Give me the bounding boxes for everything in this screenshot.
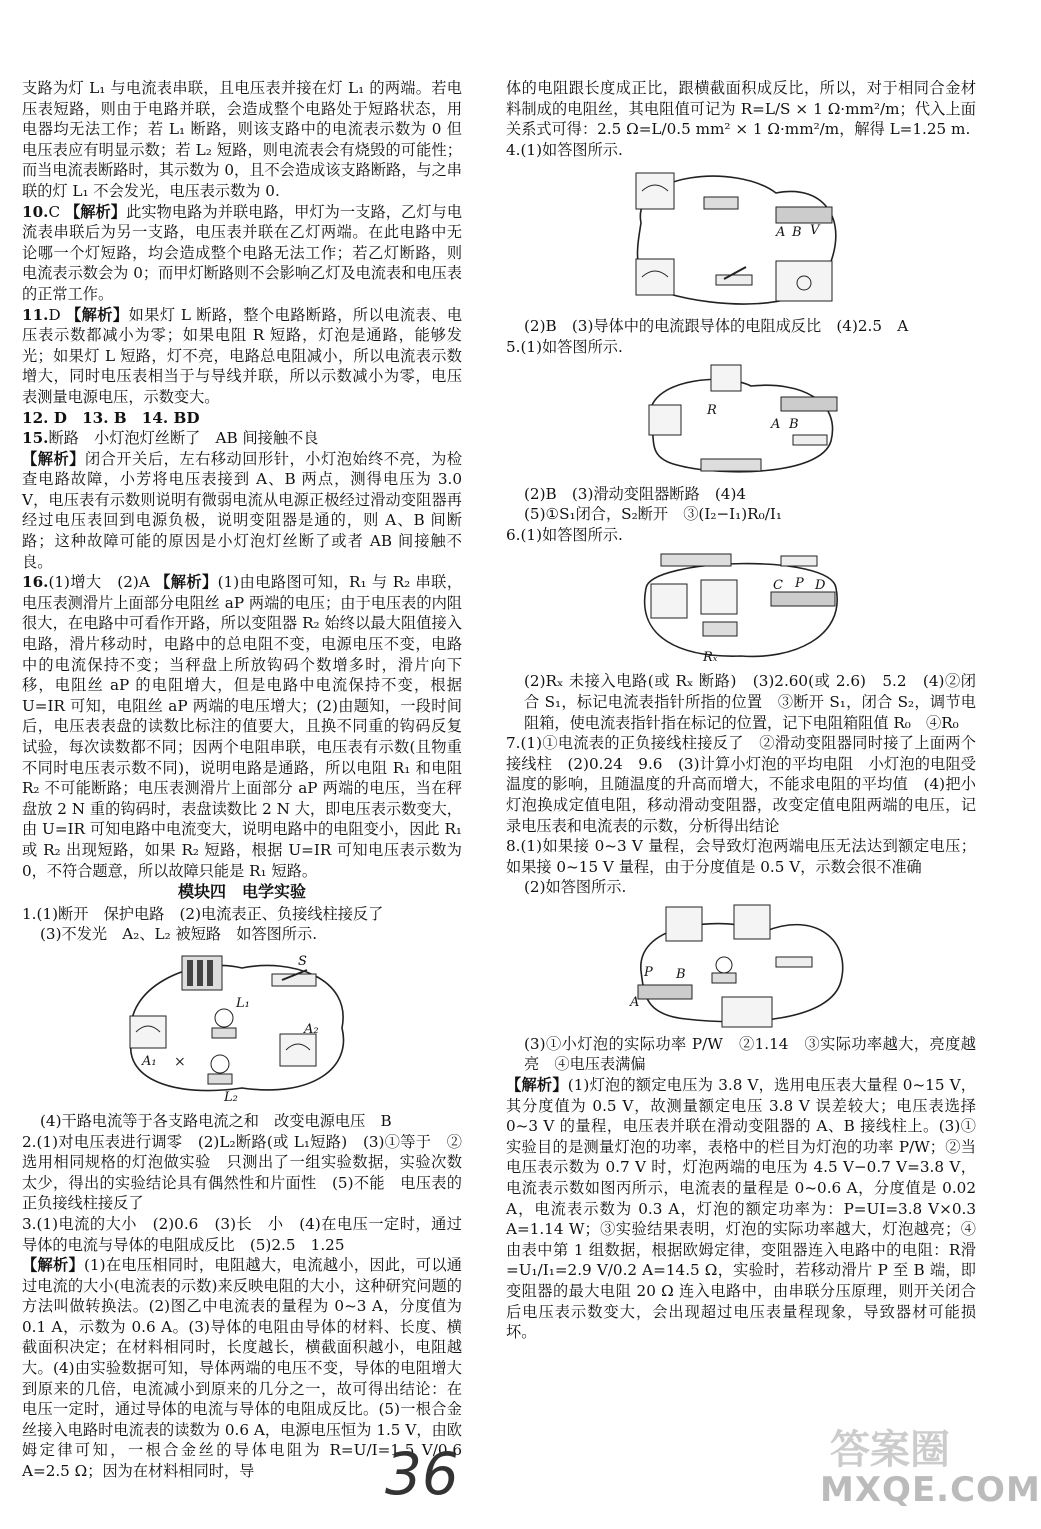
right-column [506, 78, 976, 1343]
circuit-drawing-1 [112, 948, 372, 1108]
fig4-label-v: V [810, 223, 820, 239]
exp1-line3: (4)干路电流等于各支路电流之和 改变电源电压 B [40, 1111, 392, 1130]
circuit-drawing-6 [631, 548, 851, 668]
circuit-figure-8 [626, 901, 856, 1031]
fig5-label-a: A [771, 416, 781, 432]
watermark: MXQE.COM [820, 1470, 1041, 1510]
fig6-label-p: P [795, 576, 804, 592]
q10-analysis: 此实物电路为并联电路，甲灯为一支路，乙灯与电流表串联后为另一支路，电压表并联在乙灯两端。在此电路中无论哪一个灯短路，均会造成整个电路无法工作；若乙灯断路，则电流表示数会为 0；而甲灯断路则不会影响乙灯及电流表和电压表的正常工作。 [22, 202, 463, 303]
q15-analysis-tag: 【解析】 [22, 449, 85, 468]
exp4-line1: 4.(1)如答图所示. [506, 140, 623, 159]
fig6-label-d: D [815, 578, 826, 594]
questions-12-14: 12. D 13. B 14. BD [22, 408, 200, 427]
left-top-paragraph: 支路为灯 L₁ 与电流表串联，且电压表并接在灯 L₁ 的两端。若电压表短路，则由于电路并联，会造成整个电路处于短路状态，用电器均无法工作；若 L₁ 断路，则该支路中的电流表示数为 0 但电压表应有明显示数；若 L₂ 短路，则电流表会有烧毁的可能性；而当电流表断路时，其示数为 0，且不会造成该支路断路，与之串联的灯 L₁ 不会发光，电压表示数为 0. [22, 79, 462, 200]
circuit-drawing-5 [631, 361, 851, 481]
q16-answer: (1)增大 (2)A [48, 573, 150, 592]
circuit-drawing-8 [626, 901, 856, 1031]
exp8-line2: (2)如答图所示. [524, 878, 627, 897]
fig8-label-a: A [630, 994, 640, 1010]
watermark-top: 答案圈 [830, 1427, 950, 1473]
question-10 [22, 202, 462, 305]
fig1-label-a2: A₂ [304, 1021, 319, 1037]
exp8-text: 8.(1)如果接 0~3 V 量程，会导致灯泡两端电压无法达到额定电压；如果接 0~15 V 量程，由于分度值是 0.5 V，示数会很不准确 [506, 837, 976, 876]
exp8-line3: (3)①小灯泡的实际功率 P/W ②1.14 ③实际功率越大，亮度越亮 ④电压表满偏 [524, 1034, 976, 1074]
q11-analysis: 如果灯 L 断路，整个电路断路，所以电流表、电压表示数都减小为零；如果电阻 R 短路，灯泡是通路，能够发光；如果灯 L 短路，灯不亮，电路总电阻减小，所以电流表示数增大，同时电压表相当于与导线并联，所以示数减小为零，电压表测量电源电压，示数变大。 [22, 305, 463, 406]
page-number: 36 [385, 1440, 459, 1508]
exp2-text: 2.(1)对电压表进行调零 (2)L₂断路(或 L₁短路) (3)①等于 ②选用相同规格的灯泡做实验 只测出了一组实验数据，实验次数太少，得出的实验结论具有偶然性和片面性 (5)不能 电压表的正负接线柱接反了 [22, 1132, 462, 1213]
exp8-analysis [506, 1075, 976, 1343]
exp5-line2: (2)B (3)滑动变阻器断路 (4)4 [524, 484, 747, 503]
fig1-label-l1: L₁ [236, 995, 250, 1011]
circuit-figure-6 [631, 548, 851, 668]
question-16 [22, 572, 462, 881]
q10-answer: C [48, 202, 61, 221]
q15-analysis: 闭合开关后，左右移动回形针，小灯泡始终不亮，为检查电路故障，小芳将电压表接到 A、B 两点，测得电压为 3.0 V，电压表有示数则说明有微弱电流从电源正极经过滑动变阻器再经过电压表回到电源负极，说明变阻器是通的，则 A、B 间断路；这种故障可能的原因是小灯泡灯丝断了或者 AB 间接触不良。 [22, 449, 463, 571]
fig6-label-rx: Rₓ [703, 650, 718, 666]
module-heading: 模块四 电学实验 [177, 882, 306, 902]
fig5-label-r: R [707, 402, 717, 418]
q16-number: 16. [22, 573, 49, 592]
exp3-analysis-tag: 【解析】 [22, 1256, 84, 1275]
fig4-label-b: B [792, 225, 802, 241]
exp3-text: 3.(1)电流的大小 (2)0.6 (3)长 小 (4)在电压一定时，通过导体的电流与导体的电阻成反比 (5)2.5 1.25 [22, 1214, 462, 1254]
right-top-paragraph: 体的电阻跟长度成正比，跟横截面积成反比，所以，对于相同合金材料制成的电阻丝，其电阻值可记为 R=L/S × 1 Ω·mm²/m；代入上面关系式可得：2.5 Ω=L/0.5 mm² × 1 Ω·mm²/m，解得 L=1.25 m. [506, 79, 976, 139]
fig1-label-l2: L₂ [224, 1089, 238, 1105]
exp8-analysis-text: (1)灯泡的额定电压为 3.8 V，选用电压表大量程 0~15 V，其分度值为 0.5 V，故测量额定电压 3.8 V 误差较大；电压表选择 0~3 V 的量程，电压表并联在滑动变阻器的 A、B 接线柱上。(3)①实验目的是测量灯泡的功率，表格中的栏目为灯泡的功率 P/W；②当电压表示数为 0.7 V 时，灯泡两端的电压为 4.5 V−0.7 V=3.8 V，电流表示数如图丙所示，电流表的量程是 0~0.6 A，分度值是 0.02 A，电流表示数为 0.3 A，灯泡的额定功率为：P=UI=3.8 V×0.3 A=1.14 W；③实验结果表明，灯泡的实际功率越大，灯泡越亮；④由表中第 1 组数据，根据欧姆定律，变阻器连入电路中的电阻：R滑=U₁/I₁=2.9 V/0.2 A=14.5 Ω，实验时，若移动滑片 P 至 B 端，即变阻器的最大电阻 20 Ω 连入电路中，由串联分压原理，则开关闭合后电压表示数变大，会出现超过电压表量程现象，导致器材可能损坏。 [506, 1076, 976, 1342]
q11-answer: D [48, 305, 61, 324]
circuit-figure-1 [112, 948, 372, 1108]
fig8-label-b: B [676, 966, 686, 982]
exp6-text: (2)Rₓ 未接入电路(或 Rₓ 断路) (3)2.60(或 2.6) 5.2 (4)②闭合 S₁，标记电流表指针所指的位置 ③断开 S₁，闭合 S₂，调节电阻箱，使电流表指针指在标记的位置，记下电阻箱阻值 R₀ ④R₀ [524, 672, 976, 732]
q16-analysis: (1)由电路图可知，R₁ 与 R₂ 串联，电压表测滑片上面部分电阻丝 aP 两端的电压；由于电压表的内阻很大，在电路中可看作开路，所以变阻器 R₂ 始终以最大阻值接入电路，滑片移动时，电路中的总电阻不变，电源电压不变，电路中的电流保持不变；当秤盘上所放钩码个数增多时，滑片向下移，电阻丝 aP 的电阻增大，但是电路中电流保持不变，根据 U=IR 可知，电阻丝 aP 两端的电压增大；(2)由题知，一段时间后，电压表表盘的读数比标注的值要大，且换不同重的钩码反复试验，每次读数都不同；因两个电阻串联，电压表有示数(且物重不同时电压表示数不同)，说明电路是通路，所以电阻 R₁ 和电阻 R₂ 不可能断路；电压表测滑片上面部分 aP 两端的电压，当在秤盘放 2 N 重的钩码时，表盘读数比 2 N 大，即电压表示数变大，由 U=IR 可知电路中电流变大，说明电路中的电阻变小，因此 R₁ 或 R₂ 出现短路，如果 R₂ 短路，根据 U=IR 可知电压表示数为 0，不符合题意，所以故障只能是 R₁ 短路。 [22, 573, 463, 880]
exp3-analysis-text: (1)在电压相同时，电阻越大，电流越小，因此，可以通过电流的大小(电流表的示数)来反映电阻的大小，这种研究问题的方法叫做转换法。(2)图乙中电流表的量程为 0~3 A，分度值为 0.1 A，示数为 0.6 A。(3)导体的电阻由导体的材料、长度、横截面积决定；在材料相同时，长度越长，横截面积越小，电阻越大。(4)由实验数据可知，导体两端的电压不变，导体的电阻增大到原来的几倍，电流减小到原来的几分之一，故可得出结论：在电压一定时，通过导体的电流与导体的电阻成反比。(5)一根合金丝接入电路时电流表的读数为 0.6 A，电源电压恒为 1.5 V，由欧姆定律可知，一根合金丝的导体电阻为 R=U/I=1.5 V/0.6 A=2.5 Ω；因为在材料相同时，导 [22, 1256, 462, 1481]
fig1-label-s: S [298, 953, 307, 969]
q11-analysis-tag: 【解析】 [65, 305, 129, 324]
fig8-label-p: P [644, 964, 653, 980]
fig6-label-c: C [773, 578, 783, 594]
q15-number: 15. [22, 429, 49, 448]
q10-analysis-tag: 【解析】 [64, 202, 127, 221]
circuit-drawing-4 [626, 163, 856, 313]
fig4-label-a: A [776, 225, 786, 241]
q16-analysis-tag: 【解析】 [155, 573, 218, 592]
exp5-line1: 5.(1)如答图所示. [506, 337, 623, 356]
exp5-line3: (5)①S₁闭合，S₂断开 ③(I₂−I₁)R₀/I₁ [524, 505, 782, 524]
q15-answer: 断路 小灯泡灯丝断了 AB 间接触不良 [48, 429, 319, 448]
exp1-line1: 1.(1)断开 保护电路 (2)电流表正、负接线柱接反了 [22, 904, 384, 923]
q11-number: 11. [22, 305, 49, 324]
circuit-figure-5 [631, 361, 851, 481]
fig1-label-a1: A₁ [142, 1053, 157, 1069]
question-11 [22, 305, 462, 408]
svg-text:×: × [174, 1053, 186, 1070]
left-column [22, 78, 462, 1482]
exp6-line1: 6.(1)如答图所示. [506, 525, 623, 544]
exp4-line2: (2)B (3)导体中的电流跟导体的电阻成反比 (4)2.5 A [524, 317, 909, 336]
q10-number: 10. [22, 202, 49, 221]
fig5-label-b: B [789, 416, 799, 432]
exp7-text: 7.(1)①电流表的正负接线柱接反了 ②滑动变阻器同时接了上面两个接线柱 (2)0.24 9.6 (3)计算小灯泡的平均电阻 小灯泡的电阻受温度的影响，且随温度的升高而增大，不能求电阻的平均值 (4)把小灯泡换成定值电阻，移动滑动变阻器，改变定值电阻两端的电压，记录电压表和电流表的示数，分析得出结论 [506, 734, 976, 835]
circuit-figure-4 [626, 163, 856, 313]
exp1-line2: (3)不发光 A₂、L₂ 被短路 如答图所示. [40, 925, 318, 944]
question-15 [22, 428, 462, 572]
exp8-analysis-tag: 【解析】 [506, 1076, 568, 1095]
